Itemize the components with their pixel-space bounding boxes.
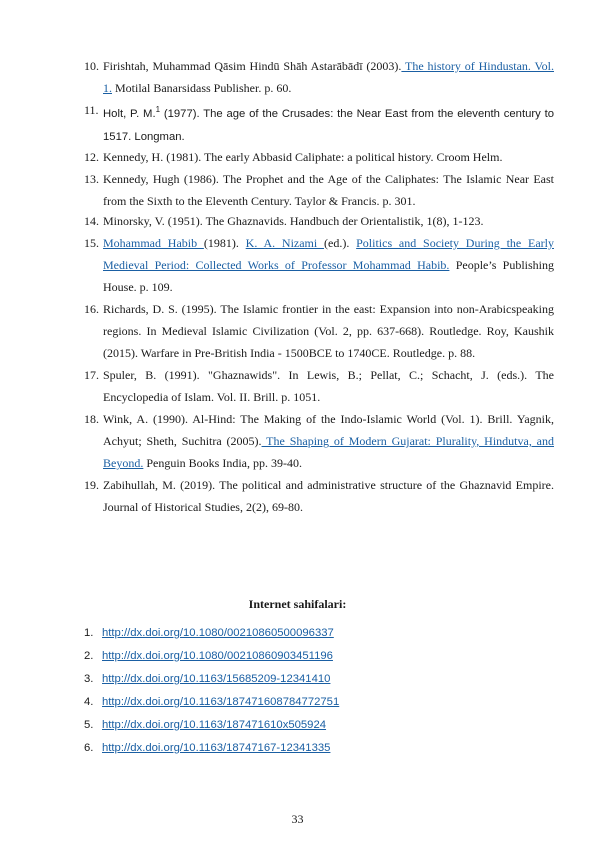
url-item bbox=[84, 668, 339, 691]
reference-item bbox=[84, 168, 554, 212]
reference-item bbox=[84, 474, 554, 518]
reference-text: (ed.). bbox=[324, 236, 357, 250]
doi-link[interactable]: http://dx.doi.org/10.1080/00210860500096337 bbox=[102, 627, 334, 639]
url-item bbox=[84, 622, 339, 645]
reference-superscript: 1 bbox=[155, 105, 161, 114]
url-item bbox=[84, 691, 339, 714]
url-number: 5. bbox=[84, 719, 94, 731]
doi-link[interactable]: http://dx.doi.org/10.1163/187471610x505924 bbox=[102, 719, 327, 731]
doi-link[interactable]: http://dx.doi.org/10.1163/18747167-12341335 bbox=[102, 742, 331, 754]
reference-number: 17. bbox=[84, 368, 99, 382]
reference-text: Penguin Books India, pp. 39-40. bbox=[143, 456, 303, 470]
reference-text: Kennedy, H. (1981). The early Abbasid Caliphate: a political history. Croom Helm. bbox=[103, 150, 503, 164]
editor-link[interactable]: K. A. Nizami bbox=[245, 236, 325, 250]
reference-number: 10. bbox=[84, 59, 99, 73]
url-number: 4. bbox=[84, 696, 94, 708]
url-number: 6. bbox=[84, 742, 94, 754]
reference-text: People’s Publishing House. p. 109. bbox=[103, 258, 555, 294]
reference-list bbox=[84, 55, 554, 518]
url-list bbox=[84, 622, 339, 760]
url-item bbox=[84, 714, 339, 737]
title-link[interactable]: Politics and Society During the Early Medieval Period: Collected Works of Professor Mohammad Habib. bbox=[103, 236, 554, 272]
reference-text: Holt, P. M. bbox=[103, 108, 156, 120]
reference-item bbox=[84, 99, 554, 148]
reference-number: 19. bbox=[84, 478, 99, 492]
url-item bbox=[84, 645, 339, 668]
reference-text: Kennedy, Hugh (1986). The Prophet and the Age of the Caliphates: The Islamic Near East from the Sixth to the Eleventh Century. Taylor & Francis. p. 301. bbox=[103, 172, 554, 208]
page-number: 33 bbox=[291, 812, 304, 826]
reference-number: 13. bbox=[84, 172, 99, 186]
reference-text: Richards, D. S. (1995). The Islamic frontier in the east: Expansion into non-Arabicspeaking regions. In Medieval Islamic Civilization (Vol. 2, pp. 637-668). Routledge. Roy, Kaushik (2015). Warfare in Pre-British India - 1500BCE to 1740CE. Routledge. p. 88. bbox=[103, 302, 554, 360]
reference-text: Spuler, B. (1991). "Ghaznawids". In Lewis, B.; Pellat, C.; Schacht, J. (eds.). The Encyclopedia of Islam. Vol. II. Brill. p. 1051. bbox=[103, 368, 554, 404]
reference-number: 14. bbox=[84, 214, 99, 228]
reference-item bbox=[84, 364, 554, 408]
reference-text: (1981). bbox=[203, 236, 246, 250]
reference-text: Minorsky, V. (1951). The Ghaznavids. Handbuch der Orientalistik, 1(8), 1-123. bbox=[103, 214, 484, 228]
reference-item bbox=[84, 298, 554, 364]
reference-number: 11. bbox=[84, 103, 99, 117]
url-number: 3. bbox=[84, 673, 94, 685]
reference-item bbox=[84, 214, 554, 229]
reference-item bbox=[84, 55, 554, 99]
reference-text: Zabihullah, M. (2019). The political and administrative structure of the Ghaznavid Empire. Journal of Historical Studies, 2(2), 69-80. bbox=[103, 478, 554, 514]
doi-link[interactable]: http://dx.doi.org/10.1163/15685209-12341410 bbox=[102, 673, 331, 685]
reference-item bbox=[84, 150, 554, 165]
url-number: 1. bbox=[84, 627, 94, 639]
reference-text: (1977). The age of the Crusades: the Near East from the eleventh century to 1517. Longman. bbox=[103, 108, 554, 143]
reference-text: Motilal Banarsidass Publisher. p. 60. bbox=[112, 81, 292, 95]
url-number: 2. bbox=[84, 650, 94, 662]
url-item bbox=[84, 737, 339, 760]
author-link[interactable]: Mohammad Habib bbox=[103, 236, 204, 250]
reference-text: Firishtah, Muhammad Qāsim Hindū Shāh Astarābādī (2003). bbox=[103, 59, 402, 73]
reference-number: 12. bbox=[84, 150, 99, 164]
reference-number: 15. bbox=[84, 236, 99, 250]
doi-link[interactable]: http://dx.doi.org/10.1163/187471608784772751 bbox=[102, 696, 340, 708]
reference-item bbox=[84, 408, 554, 474]
reference-text: Wink, A. (1990). Al-Hind: The Making of the Indo-Islamic World (Vol. 1). Brill. Yagnik, Achyut; Sheth, Suchitra (2005). bbox=[103, 412, 554, 448]
internet-pages-heading: Internet sahifalari: bbox=[248, 597, 347, 611]
reference-item bbox=[84, 232, 554, 298]
reference-link[interactable]: The history of Hindustan. Vol. 1. bbox=[103, 59, 554, 95]
reference-number: 18. bbox=[84, 412, 99, 426]
reference-number: 16. bbox=[84, 302, 99, 316]
doi-link[interactable]: http://dx.doi.org/10.1080/00210860903451196 bbox=[102, 650, 333, 662]
reference-link[interactable]: The Shaping of Modern Gujarat: Plurality, Hindutva, and Beyond. bbox=[103, 434, 554, 470]
